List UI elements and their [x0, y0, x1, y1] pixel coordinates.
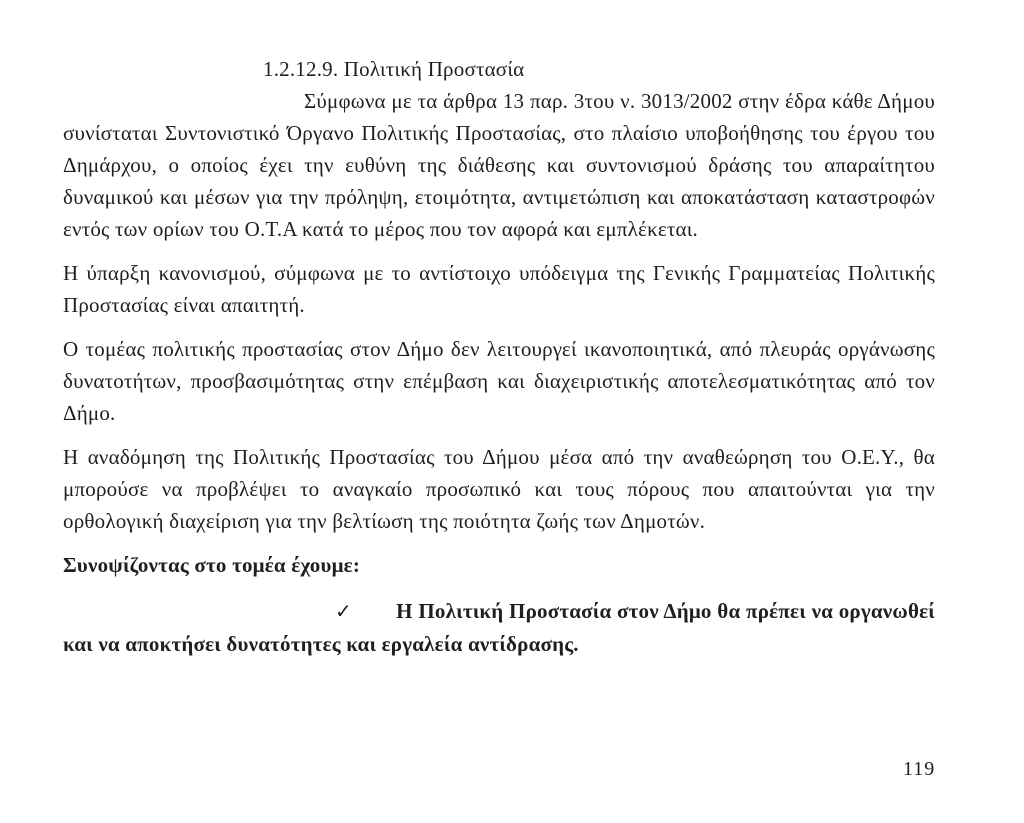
paragraph-civil-protection-intro: Σύμφωνα με τα άρθρα 13 παρ. 3του ν. 3013/2002 στην έδρα κάθε Δήμου συνίσταται Συντονιστικό Όργανο Πολιτικής Προστασίας, στο πλαίσιο υποβοήθησης του έργου του Δημάρχου, ο οποίος έχει την ευθύνη της διάθεσης και συντονισμού δράσης του απαραίτητου δυναμικού και μέσων για την πρόληψη, ετοιμότητα, αντιμετώπιση και αποκατάσταση καταστροφών εντός των ορίων του Ο.Τ.Α κατά το μέρος που τον αφορά και εμπλέκεται. — [63, 89, 935, 241]
summary-bullet-text: Η Πολιτική Προστασία στον Δήμο θα πρέπει να οργανωθεί και να αποκτήσει δυνατότητες και εργαλεία αντίδρασης. — [63, 599, 935, 656]
summary-heading: Συνοψίζοντας στο τομέα έχουμε: — [63, 553, 361, 577]
paragraph-restructuring-proposal: Η αναδόμηση της Πολιτικής Προστασίας του Δήμου μέσα από την αναθεώρηση του Ο.Ε.Υ., θα μπορούσε να προβλέψει το αναγκαίο προσωπικό και τους πόρους που απαιτούνται για την ορθολογική διαχείριση για την βελτίωση της ποιότητα ζωής των Δημοτών. — [63, 445, 935, 533]
summary-bullet-item — [63, 595, 935, 660]
page-body-text — [63, 53, 935, 660]
page-number: 119 — [903, 758, 936, 780]
paragraph-regulation-requirement: Η ύπαρξη κανονισμού, σύμφωνα με το αντίστοιχο υπόδειγμα της Γενικής Γραμματείας Πολιτικής Προστασίας είναι απαιτητή. — [63, 261, 935, 317]
paragraph-sector-assessment: Ο τομέας πολιτικής προστασίας στον Δήμο δεν λειτουργεί ικανοποιητικά, από πλευράς οργάνωσης δυνατοτήτων, προσβασιμότητας στην επέμβαση και διαχειριστικής αποτελεσματικότητας από τον Δήμο. — [63, 337, 935, 425]
section-heading: 1.2.12.9. Πολιτική Προστασία — [263, 57, 525, 81]
checkmark-icon: ✓ — [335, 601, 353, 623]
